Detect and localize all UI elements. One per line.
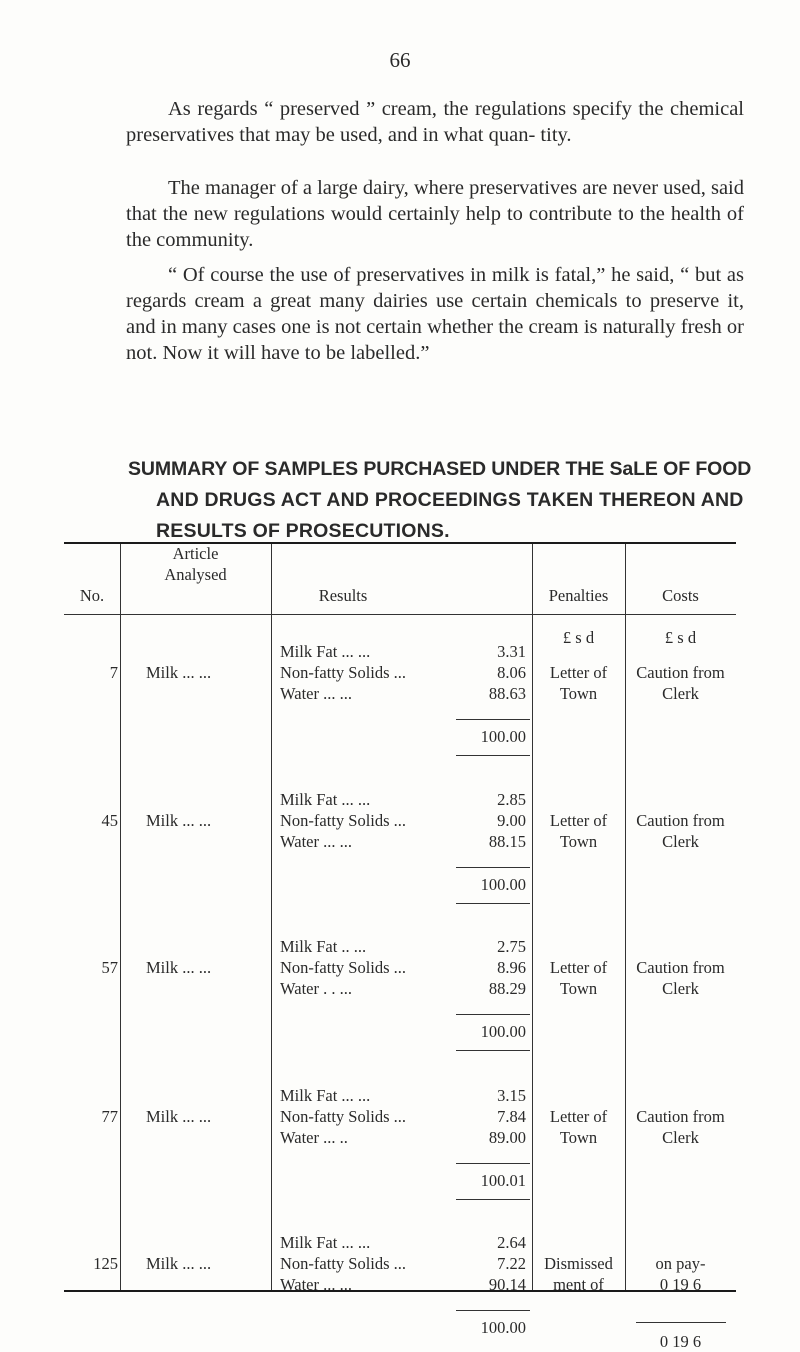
article-analysed: Milk ... ...	[146, 1107, 212, 1126]
result-value: 88.15	[488, 832, 526, 851]
heading-line-3: RESULTS OF PROSECUTIONS.	[156, 520, 450, 542]
heading-line-1: SUMMARY OF SAMPLES PURCHASED UNDER THE SaLE OF FOOD	[128, 458, 752, 480]
penalty-line-1: Letter of	[549, 663, 608, 682]
article-analysed: Milk ... ...	[146, 663, 212, 682]
column-divider	[625, 544, 626, 1290]
section-rule	[456, 1050, 530, 1051]
penalty-line-2: Town	[559, 684, 598, 703]
penalty-line-2: ment of	[553, 1275, 604, 1294]
result-value: 88.63	[488, 684, 526, 703]
total-rule	[456, 719, 530, 720]
result-label: Water ... ...	[280, 1275, 352, 1294]
paragraph-quote: “ Of course the use of preservatives in milk is fatal,” he said, “ but as regards cream a great many dairies use certain chemicals to preserve it, and in many cases one is not certain whether the cream is naturally fresh or not. Now it will have to be labelled.”	[126, 264, 744, 364]
costs-line-2: Clerk	[662, 684, 699, 703]
costs-line-1: Caution from	[636, 663, 725, 682]
costs-line-1: Caution from	[636, 811, 725, 830]
article-analysed: Milk ... ...	[146, 1254, 212, 1273]
result-label: Non-fatty Solids ...	[280, 663, 407, 682]
result-total: 100.00	[480, 727, 526, 746]
column-divider	[271, 544, 272, 1290]
header-article-line2: Analysed	[164, 565, 227, 584]
row-number: 57	[101, 958, 118, 977]
result-label: Milk Fat .. ...	[280, 937, 367, 956]
article-analysed: Milk ... ...	[146, 811, 212, 830]
header-costs: Costs	[662, 586, 699, 605]
result-label: Water ... ...	[280, 684, 352, 703]
result-value: 2.85	[497, 790, 526, 809]
section-rule	[456, 1199, 530, 1200]
total-rule	[456, 1163, 530, 1164]
costs-line-1: Caution from	[636, 958, 725, 977]
result-total: 100.01	[480, 1171, 526, 1190]
section-rule	[456, 755, 530, 756]
row-number: 125	[93, 1254, 118, 1273]
result-label: Water . . ...	[280, 979, 352, 998]
penalty-line-1: Letter of	[549, 958, 608, 977]
result-value: 7.84	[497, 1107, 526, 1126]
result-label: Non-fatty Solids ...	[280, 1107, 407, 1126]
result-value: 9.00	[497, 811, 526, 830]
page-number: 66	[389, 48, 411, 72]
column-divider	[120, 544, 121, 1290]
result-value: 8.96	[497, 958, 526, 977]
penalty-line-2: Town	[559, 979, 598, 998]
column-divider	[532, 544, 533, 1290]
result-value: 3.15	[497, 1086, 526, 1105]
result-label: Non-fatty Solids ...	[280, 811, 407, 830]
costs-total-rule	[636, 1322, 726, 1323]
result-label: Milk Fat ... ...	[280, 1086, 371, 1105]
table-heading	[128, 454, 752, 547]
costs-total: 0 19 6	[659, 1332, 702, 1351]
result-label: Non-fatty Solids ...	[280, 958, 407, 977]
paragraph-preserved-cream: As regards “ preserved ” cream, the regulations specify the chemical preservatives that may be used, and in what quan- tity.	[126, 98, 744, 146]
result-total: 100.00	[480, 1022, 526, 1041]
costs-currency: £ s d	[664, 628, 697, 647]
result-value: 89.00	[488, 1128, 526, 1147]
costs-line-1: Caution from	[636, 1107, 725, 1126]
header-article-line1: Article	[172, 544, 219, 563]
total-rule	[456, 867, 530, 868]
result-label: Milk Fat ... ...	[280, 1233, 371, 1252]
costs-line-1: on pay-	[655, 1254, 706, 1273]
result-value: 3.31	[497, 642, 526, 661]
result-value: 8.06	[497, 663, 526, 682]
result-value: 2.75	[497, 937, 526, 956]
result-total: 100.00	[480, 1318, 526, 1337]
row-number: 7	[109, 663, 118, 682]
costs-line-2: 0 19 6	[659, 1275, 702, 1294]
costs-line-2: Clerk	[662, 832, 699, 851]
header-penalties: Penalties	[548, 586, 609, 605]
header-rule	[64, 614, 736, 615]
result-value: 7.22	[497, 1254, 526, 1273]
result-label: Water ... ..	[280, 1128, 348, 1147]
article-analysed: Milk ... ...	[146, 958, 212, 977]
paragraph-dairy-manager: The manager of a large dairy, where preservatives are never used, said that the new regulations would certainly help to contribute to the health of the community.	[126, 177, 745, 251]
result-label: Non-fatty Solids ...	[280, 1254, 407, 1273]
header-no: No.	[79, 586, 105, 605]
row-number: 45	[101, 811, 118, 830]
costs-line-2: Clerk	[662, 1128, 699, 1147]
total-rule	[456, 1310, 530, 1311]
penalty-line-1: Letter of	[549, 811, 608, 830]
section-rule	[456, 903, 530, 904]
penalties-currency: £ s d	[562, 628, 595, 647]
result-value: 2.64	[497, 1233, 526, 1252]
header-results: Results	[318, 586, 368, 605]
heading-line-2: AND DRUGS ACT AND PROCEEDINGS TAKEN THEREON AND	[156, 489, 744, 511]
result-label: Milk Fat ... ...	[280, 642, 371, 661]
result-label: Milk Fat ... ...	[280, 790, 371, 809]
samples-table	[64, 542, 736, 1351]
penalty-line-1: Letter of	[549, 1107, 608, 1126]
total-rule	[456, 1014, 530, 1015]
penalty-line-2: Town	[559, 1128, 598, 1147]
penalty-line-1: Dismissed	[544, 1254, 613, 1273]
row-number: 77	[101, 1107, 118, 1126]
result-value: 88.29	[488, 979, 526, 998]
penalty-line-2: Town	[559, 832, 598, 851]
result-value: 90.14	[488, 1275, 526, 1294]
result-label: Water ... ...	[280, 832, 352, 851]
costs-line-2: Clerk	[662, 979, 699, 998]
result-total: 100.00	[480, 875, 526, 894]
